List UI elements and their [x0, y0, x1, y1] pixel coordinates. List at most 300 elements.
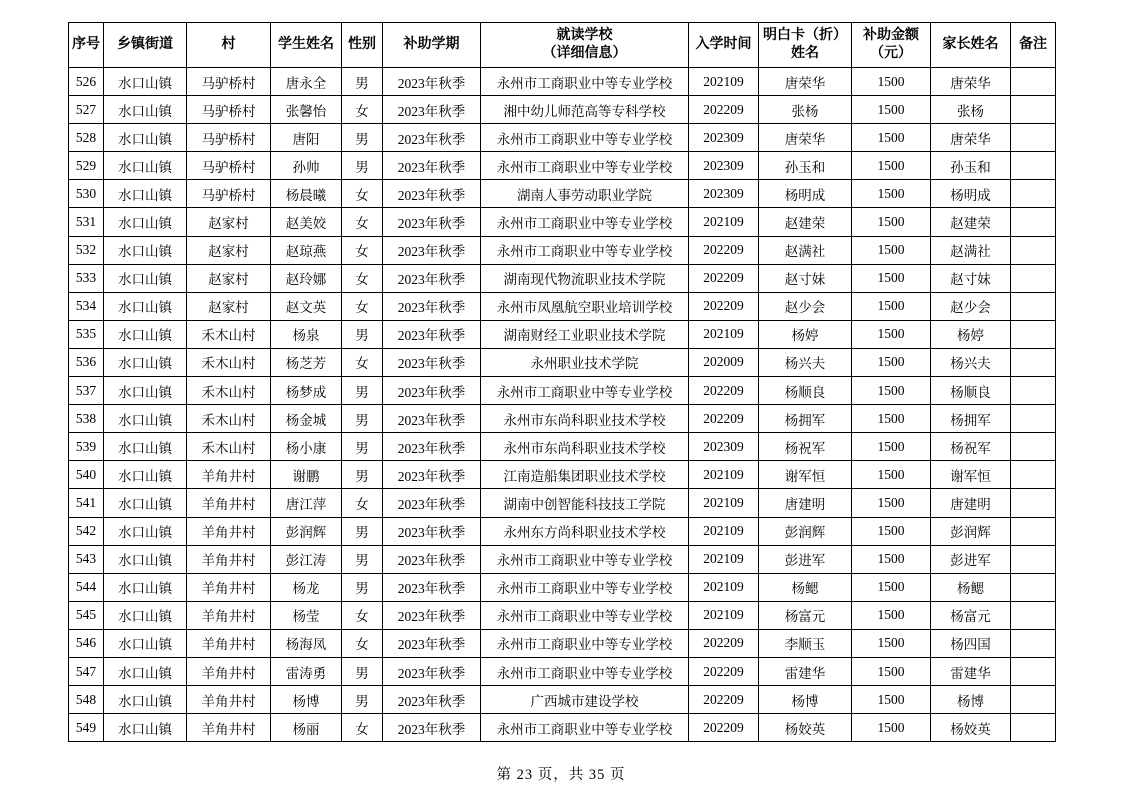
cell-gender: 女	[342, 292, 383, 320]
cell-township: 水口山镇	[104, 320, 187, 348]
cell-amount: 1500	[852, 96, 931, 124]
cell-semester: 2023年秋季	[383, 461, 481, 489]
cell-gender: 男	[342, 686, 383, 714]
cell-parent-name: 雷建华	[931, 657, 1011, 685]
table-row	[69, 517, 1056, 545]
cell-student-name: 赵琼燕	[271, 236, 342, 264]
cell-school: 永州市工商职业中等专业学校	[481, 657, 689, 685]
col-header-school: 就读学校 （详细信息）	[481, 23, 689, 68]
cell-serial: 543	[69, 545, 104, 573]
cell-remark	[1011, 348, 1056, 376]
cell-school: 永州市东尚科职业技术学校	[481, 433, 689, 461]
table-row	[69, 348, 1056, 376]
cell-amount: 1500	[852, 68, 931, 96]
cell-enroll-time: 202209	[689, 714, 759, 742]
cell-semester: 2023年秋季	[383, 714, 481, 742]
cell-village: 羊角井村	[187, 601, 271, 629]
cell-school: 永州市工商职业中等专业学校	[481, 152, 689, 180]
cell-gender: 男	[342, 573, 383, 601]
cell-village: 羊角井村	[187, 517, 271, 545]
cell-amount: 1500	[852, 292, 931, 320]
cell-semester: 2023年秋季	[383, 264, 481, 292]
cell-serial: 546	[69, 629, 104, 657]
cell-serial: 530	[69, 180, 104, 208]
subsidy-table	[68, 22, 1056, 742]
col-header-serial: 序号	[69, 23, 104, 68]
cell-card-name: 孙玉和	[759, 152, 852, 180]
cell-amount: 1500	[852, 208, 931, 236]
cell-student-name: 杨泉	[271, 320, 342, 348]
cell-gender: 女	[342, 96, 383, 124]
cell-remark	[1011, 377, 1056, 405]
table-row	[69, 433, 1056, 461]
cell-gender: 男	[342, 545, 383, 573]
cell-enroll-time: 202309	[689, 433, 759, 461]
cell-gender: 男	[342, 320, 383, 348]
cell-remark	[1011, 152, 1056, 180]
cell-parent-name: 杨兴夫	[931, 348, 1011, 376]
cell-student-name: 杨博	[271, 686, 342, 714]
col-header-semester: 补助学期	[383, 23, 481, 68]
cell-student-name: 杨梦成	[271, 377, 342, 405]
cell-serial: 541	[69, 489, 104, 517]
cell-card-name: 雷建华	[759, 657, 852, 685]
cell-village: 羊角井村	[187, 629, 271, 657]
cell-student-name: 谢鹏	[271, 461, 342, 489]
cell-amount: 1500	[852, 236, 931, 264]
cell-township: 水口山镇	[104, 657, 187, 685]
cell-amount: 1500	[852, 433, 931, 461]
cell-student-name: 张馨怡	[271, 96, 342, 124]
cell-gender: 女	[342, 601, 383, 629]
cell-village: 羊角井村	[187, 489, 271, 517]
col-header-card-name: 明白卡（折） 姓名	[759, 23, 852, 68]
cell-serial: 547	[69, 657, 104, 685]
table-row	[69, 545, 1056, 573]
cell-gender: 女	[342, 236, 383, 264]
cell-card-name: 谢军恒	[759, 461, 852, 489]
cell-township: 水口山镇	[104, 68, 187, 96]
cell-student-name: 杨金城	[271, 405, 342, 433]
cell-amount: 1500	[852, 405, 931, 433]
cell-school: 湖南人事劳动职业学院	[481, 180, 689, 208]
table-row	[69, 489, 1056, 517]
cell-remark	[1011, 433, 1056, 461]
cell-school: 永州市工商职业中等专业学校	[481, 68, 689, 96]
cell-school: 江南造船集团职业技术学校	[481, 461, 689, 489]
cell-amount: 1500	[852, 348, 931, 376]
cell-parent-name: 张杨	[931, 96, 1011, 124]
cell-student-name: 唐江萍	[271, 489, 342, 517]
cell-card-name: 唐建明	[759, 489, 852, 517]
cell-township: 水口山镇	[104, 208, 187, 236]
cell-township: 水口山镇	[104, 180, 187, 208]
cell-student-name: 杨芝芳	[271, 348, 342, 376]
cell-card-name: 杨明成	[759, 180, 852, 208]
cell-card-name: 赵满社	[759, 236, 852, 264]
cell-student-name: 雷涛勇	[271, 657, 342, 685]
cell-card-name: 赵少会	[759, 292, 852, 320]
cell-enroll-time: 202209	[689, 264, 759, 292]
cell-card-name: 唐荣华	[759, 124, 852, 152]
cell-township: 水口山镇	[104, 292, 187, 320]
cell-amount: 1500	[852, 461, 931, 489]
cell-school: 广西城市建设学校	[481, 686, 689, 714]
cell-gender: 男	[342, 461, 383, 489]
cell-township: 水口山镇	[104, 573, 187, 601]
cell-semester: 2023年秋季	[383, 686, 481, 714]
cell-parent-name: 唐荣华	[931, 124, 1011, 152]
cell-parent-name: 彭进军	[931, 545, 1011, 573]
cell-village: 马驴桥村	[187, 180, 271, 208]
cell-parent-name: 杨顺良	[931, 377, 1011, 405]
table-row	[69, 180, 1056, 208]
cell-school: 湖南现代物流职业技术学院	[481, 264, 689, 292]
table-row	[69, 714, 1056, 742]
cell-amount: 1500	[852, 377, 931, 405]
cell-parent-name: 杨富元	[931, 601, 1011, 629]
cell-amount: 1500	[852, 545, 931, 573]
cell-parent-name: 杨姣英	[931, 714, 1011, 742]
cell-amount: 1500	[852, 180, 931, 208]
cell-village: 羊角井村	[187, 461, 271, 489]
cell-enroll-time: 202109	[689, 489, 759, 517]
cell-township: 水口山镇	[104, 489, 187, 517]
col-header-amount: 补助金额 （元）	[852, 23, 931, 68]
cell-school: 永州市工商职业中等专业学校	[481, 124, 689, 152]
cell-township: 水口山镇	[104, 348, 187, 376]
cell-enroll-time: 202109	[689, 461, 759, 489]
cell-semester: 2023年秋季	[383, 152, 481, 180]
cell-remark	[1011, 657, 1056, 685]
cell-school: 永州市工商职业中等专业学校	[481, 601, 689, 629]
cell-parent-name: 杨明成	[931, 180, 1011, 208]
cell-village: 羊角井村	[187, 686, 271, 714]
cell-serial: 528	[69, 124, 104, 152]
cell-school: 永州市工商职业中等专业学校	[481, 545, 689, 573]
cell-semester: 2023年秋季	[383, 433, 481, 461]
cell-semester: 2023年秋季	[383, 124, 481, 152]
cell-enroll-time: 202209	[689, 292, 759, 320]
cell-enroll-time: 202109	[689, 320, 759, 348]
cell-parent-name: 杨婷	[931, 320, 1011, 348]
cell-remark	[1011, 629, 1056, 657]
cell-serial: 535	[69, 320, 104, 348]
cell-school: 湖南中创智能科技技工学院	[481, 489, 689, 517]
cell-school: 永州市东尚科职业技术学校	[481, 405, 689, 433]
cell-parent-name: 赵少会	[931, 292, 1011, 320]
table-row	[69, 686, 1056, 714]
cell-card-name: 张杨	[759, 96, 852, 124]
cell-township: 水口山镇	[104, 686, 187, 714]
cell-semester: 2023年秋季	[383, 545, 481, 573]
table-row	[69, 292, 1056, 320]
col-header-parent-name: 家长姓名	[931, 23, 1011, 68]
table-body	[69, 68, 1056, 742]
cell-serial: 529	[69, 152, 104, 180]
cell-semester: 2023年秋季	[383, 377, 481, 405]
cell-remark	[1011, 180, 1056, 208]
cell-card-name: 杨婷	[759, 320, 852, 348]
cell-semester: 2023年秋季	[383, 601, 481, 629]
cell-gender: 男	[342, 657, 383, 685]
cell-enroll-time: 202309	[689, 180, 759, 208]
cell-card-name: 杨拥军	[759, 405, 852, 433]
table-header	[69, 23, 1056, 68]
cell-remark	[1011, 517, 1056, 545]
cell-township: 水口山镇	[104, 545, 187, 573]
cell-semester: 2023年秋季	[383, 348, 481, 376]
cell-remark	[1011, 545, 1056, 573]
cell-enroll-time: 202209	[689, 405, 759, 433]
cell-village: 禾木山村	[187, 377, 271, 405]
cell-parent-name: 唐建明	[931, 489, 1011, 517]
cell-semester: 2023年秋季	[383, 629, 481, 657]
table-row	[69, 264, 1056, 292]
cell-gender: 女	[342, 348, 383, 376]
cell-enroll-time: 202209	[689, 377, 759, 405]
cell-semester: 2023年秋季	[383, 573, 481, 601]
cell-parent-name: 赵建荣	[931, 208, 1011, 236]
cell-remark	[1011, 573, 1056, 601]
cell-remark	[1011, 489, 1056, 517]
cell-semester: 2023年秋季	[383, 489, 481, 517]
cell-amount: 1500	[852, 629, 931, 657]
cell-township: 水口山镇	[104, 264, 187, 292]
cell-village: 羊角井村	[187, 657, 271, 685]
cell-serial: 545	[69, 601, 104, 629]
cell-amount: 1500	[852, 152, 931, 180]
cell-gender: 女	[342, 264, 383, 292]
cell-gender: 男	[342, 152, 383, 180]
cell-serial: 549	[69, 714, 104, 742]
col-header-remark: 备注	[1011, 23, 1056, 68]
table-row	[69, 68, 1056, 96]
cell-card-name: 赵寸妹	[759, 264, 852, 292]
cell-school: 永州东方尚科职业技术学校	[481, 517, 689, 545]
cell-serial: 534	[69, 292, 104, 320]
cell-serial: 526	[69, 68, 104, 96]
cell-serial: 542	[69, 517, 104, 545]
table-row	[69, 152, 1056, 180]
cell-remark	[1011, 68, 1056, 96]
cell-remark	[1011, 601, 1056, 629]
cell-enroll-time: 202209	[689, 629, 759, 657]
cell-serial: 537	[69, 377, 104, 405]
cell-gender: 男	[342, 517, 383, 545]
col-header-student-name: 学生姓名	[271, 23, 342, 68]
cell-student-name: 杨丽	[271, 714, 342, 742]
table-row	[69, 573, 1056, 601]
cell-township: 水口山镇	[104, 517, 187, 545]
cell-township: 水口山镇	[104, 377, 187, 405]
cell-village: 马驴桥村	[187, 68, 271, 96]
cell-parent-name: 赵满社	[931, 236, 1011, 264]
cell-serial: 532	[69, 236, 104, 264]
cell-student-name: 杨小康	[271, 433, 342, 461]
cell-parent-name: 赵寸妹	[931, 264, 1011, 292]
cell-remark	[1011, 264, 1056, 292]
table-row	[69, 405, 1056, 433]
cell-semester: 2023年秋季	[383, 320, 481, 348]
cell-remark	[1011, 124, 1056, 152]
cell-gender: 女	[342, 629, 383, 657]
cell-student-name: 唐永全	[271, 68, 342, 96]
cell-remark	[1011, 686, 1056, 714]
cell-remark	[1011, 292, 1056, 320]
cell-enroll-time: 202209	[689, 96, 759, 124]
cell-semester: 2023年秋季	[383, 208, 481, 236]
cell-village: 禾木山村	[187, 348, 271, 376]
cell-school: 永州市凤凰航空职业培训学校	[481, 292, 689, 320]
cell-township: 水口山镇	[104, 405, 187, 433]
cell-student-name: 杨龙	[271, 573, 342, 601]
cell-enroll-time: 202109	[689, 517, 759, 545]
cell-card-name: 彭润辉	[759, 517, 852, 545]
cell-village: 禾木山村	[187, 433, 271, 461]
cell-student-name: 彭江涛	[271, 545, 342, 573]
cell-village: 马驴桥村	[187, 152, 271, 180]
cell-township: 水口山镇	[104, 152, 187, 180]
cell-remark	[1011, 320, 1056, 348]
cell-enroll-time: 202209	[689, 686, 759, 714]
cell-school: 永州市工商职业中等专业学校	[481, 714, 689, 742]
cell-semester: 2023年秋季	[383, 405, 481, 433]
cell-serial: 540	[69, 461, 104, 489]
col-header-gender: 性别	[342, 23, 383, 68]
cell-gender: 男	[342, 124, 383, 152]
cell-village: 马驴桥村	[187, 124, 271, 152]
table-row	[69, 96, 1056, 124]
col-header-village: 村	[187, 23, 271, 68]
cell-student-name: 赵美姣	[271, 208, 342, 236]
cell-school: 永州市工商职业中等专业学校	[481, 629, 689, 657]
cell-school: 永州职业技术学院	[481, 348, 689, 376]
cell-village: 羊角井村	[187, 573, 271, 601]
cell-school: 湘中幼儿师范高等专科学校	[481, 96, 689, 124]
cell-village: 禾木山村	[187, 405, 271, 433]
cell-enroll-time: 202109	[689, 68, 759, 96]
cell-parent-name: 杨拥军	[931, 405, 1011, 433]
cell-remark	[1011, 208, 1056, 236]
cell-village: 禾木山村	[187, 320, 271, 348]
cell-serial: 527	[69, 96, 104, 124]
cell-student-name: 杨晨曦	[271, 180, 342, 208]
cell-gender: 女	[342, 180, 383, 208]
cell-parent-name: 杨鳃	[931, 573, 1011, 601]
col-header-enroll-time: 入学时间	[689, 23, 759, 68]
cell-parent-name: 彭润辉	[931, 517, 1011, 545]
cell-village: 赵家村	[187, 292, 271, 320]
cell-school: 永州市工商职业中等专业学校	[481, 573, 689, 601]
cell-enroll-time: 202109	[689, 573, 759, 601]
cell-student-name: 唐阳	[271, 124, 342, 152]
cell-school: 永州市工商职业中等专业学校	[481, 236, 689, 264]
cell-card-name: 李顺玉	[759, 629, 852, 657]
cell-amount: 1500	[852, 489, 931, 517]
cell-semester: 2023年秋季	[383, 180, 481, 208]
cell-semester: 2023年秋季	[383, 517, 481, 545]
cell-township: 水口山镇	[104, 96, 187, 124]
cell-parent-name: 唐荣华	[931, 68, 1011, 96]
cell-village: 赵家村	[187, 208, 271, 236]
cell-village: 羊角井村	[187, 545, 271, 573]
table-row	[69, 377, 1056, 405]
cell-gender: 男	[342, 405, 383, 433]
cell-enroll-time: 202209	[689, 657, 759, 685]
table-row	[69, 124, 1056, 152]
cell-serial: 536	[69, 348, 104, 376]
cell-semester: 2023年秋季	[383, 68, 481, 96]
cell-student-name: 孙帅	[271, 152, 342, 180]
header-row	[69, 23, 1056, 68]
col-header-township: 乡镇街道	[104, 23, 187, 68]
cell-card-name: 杨顺良	[759, 377, 852, 405]
cell-parent-name: 孙玉和	[931, 152, 1011, 180]
cell-enroll-time: 202009	[689, 348, 759, 376]
table-row	[69, 601, 1056, 629]
cell-parent-name: 杨博	[931, 686, 1011, 714]
cell-amount: 1500	[852, 124, 931, 152]
cell-enroll-time: 202309	[689, 124, 759, 152]
cell-school: 永州市工商职业中等专业学校	[481, 208, 689, 236]
cell-school: 永州市工商职业中等专业学校	[481, 377, 689, 405]
cell-amount: 1500	[852, 573, 931, 601]
cell-amount: 1500	[852, 686, 931, 714]
cell-township: 水口山镇	[104, 461, 187, 489]
cell-student-name: 彭润辉	[271, 517, 342, 545]
cell-enroll-time: 202209	[689, 236, 759, 264]
cell-amount: 1500	[852, 320, 931, 348]
cell-semester: 2023年秋季	[383, 96, 481, 124]
cell-amount: 1500	[852, 517, 931, 545]
cell-serial: 531	[69, 208, 104, 236]
cell-card-name: 杨博	[759, 686, 852, 714]
cell-remark	[1011, 714, 1056, 742]
table-row	[69, 320, 1056, 348]
cell-gender: 男	[342, 377, 383, 405]
cell-village: 马驴桥村	[187, 96, 271, 124]
cell-semester: 2023年秋季	[383, 236, 481, 264]
cell-card-name: 杨富元	[759, 601, 852, 629]
cell-card-name: 唐荣华	[759, 68, 852, 96]
cell-serial: 539	[69, 433, 104, 461]
cell-remark	[1011, 461, 1056, 489]
cell-amount: 1500	[852, 714, 931, 742]
table-row	[69, 657, 1056, 685]
cell-township: 水口山镇	[104, 714, 187, 742]
cell-gender: 女	[342, 208, 383, 236]
cell-township: 水口山镇	[104, 124, 187, 152]
cell-village: 羊角井村	[187, 714, 271, 742]
page-number-footer: 第 23 页，共 35 页	[496, 767, 626, 783]
cell-enroll-time: 202309	[689, 152, 759, 180]
cell-student-name: 赵文英	[271, 292, 342, 320]
cell-parent-name: 杨四国	[931, 629, 1011, 657]
cell-remark	[1011, 236, 1056, 264]
cell-enroll-time: 202109	[689, 601, 759, 629]
cell-village: 赵家村	[187, 264, 271, 292]
cell-serial: 544	[69, 573, 104, 601]
cell-serial: 548	[69, 686, 104, 714]
cell-township: 水口山镇	[104, 629, 187, 657]
cell-card-name: 杨鳃	[759, 573, 852, 601]
cell-parent-name: 杨祝军	[931, 433, 1011, 461]
cell-amount: 1500	[852, 264, 931, 292]
cell-student-name: 赵玲娜	[271, 264, 342, 292]
table-row	[69, 461, 1056, 489]
table-row	[69, 208, 1056, 236]
